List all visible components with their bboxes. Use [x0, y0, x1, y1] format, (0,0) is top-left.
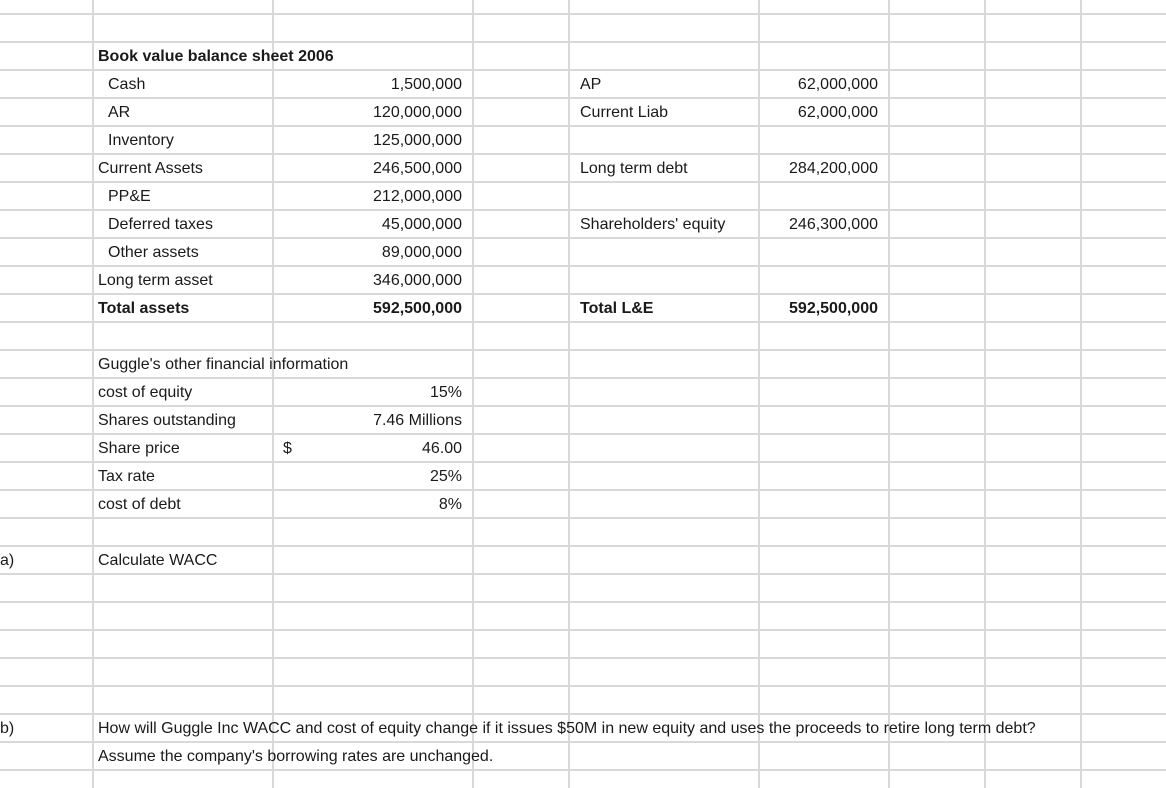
fin-label-tax-rate: Tax rate	[98, 468, 155, 485]
balance-sheet-title: Book value balance sheet 2006	[98, 48, 334, 65]
question-a-text: Calculate WACC	[98, 552, 218, 569]
asset-label-total-assets: Total assets	[98, 300, 190, 317]
column-divider	[568, 0, 570, 788]
column-divider	[888, 0, 890, 788]
fin-label-cost-of-equity: cost of equity	[98, 384, 193, 401]
column-divider	[472, 0, 474, 788]
liability-value-current-liab[interactable]: 62,000,000	[797, 104, 878, 121]
asset-label-long-term-asset: Long term asset	[98, 272, 213, 289]
fin-label-shares-outstanding: Shares outstanding	[98, 412, 236, 429]
asset-value-deferred-taxes[interactable]: 45,000,000	[381, 216, 462, 233]
asset-label-ppe: PP&E	[108, 188, 151, 205]
row-divider	[0, 657, 1166, 659]
asset-label-ar: AR	[108, 104, 131, 121]
liability-label-current-liab: Current Liab	[580, 104, 669, 121]
liability-value-shareholders-equity[interactable]: 246,300,000	[789, 216, 878, 233]
fin-value-tax-rate[interactable]: 25%	[429, 468, 462, 485]
asset-value-other-assets[interactable]: 89,000,000	[381, 244, 462, 261]
fin-value-cost-of-equity[interactable]: 15%	[429, 384, 462, 401]
asset-label-deferred-taxes: Deferred taxes	[108, 216, 213, 233]
liability-value-long-term-debt[interactable]: 284,200,000	[789, 160, 878, 177]
column-divider	[758, 0, 760, 788]
asset-label-cash: Cash	[108, 76, 146, 93]
asset-value-total-assets[interactable]: 592,500,000	[373, 300, 462, 317]
liability-label-long-term-debt: Long term debt	[580, 160, 688, 177]
asset-label-current-assets: Current Assets	[98, 160, 203, 177]
liability-value-total-le[interactable]: 592,500,000	[789, 300, 878, 317]
row-divider	[0, 629, 1166, 631]
column-divider	[272, 0, 274, 788]
row-divider	[0, 601, 1166, 603]
liability-value-ap[interactable]: 62,000,000	[797, 76, 878, 93]
fin-value-share-price[interactable]: 46.00	[421, 440, 462, 457]
financial-info-title: Guggle's other financial information	[98, 356, 349, 373]
liability-label-shareholders-equity: Shareholders' equity	[580, 216, 726, 233]
row-divider	[0, 685, 1166, 687]
asset-value-long-term-asset[interactable]: 346,000,000	[373, 272, 462, 289]
asset-label-inventory: Inventory	[108, 132, 174, 149]
asset-label-other-assets: Other assets	[108, 244, 199, 261]
fin-label-cost-of-debt: cost of debt	[98, 496, 181, 513]
question-b-label: b)	[0, 720, 15, 737]
question-a-label: a)	[0, 552, 15, 569]
fin-currency-symbol: $	[283, 440, 292, 457]
fin-value-cost-of-debt[interactable]: 8%	[438, 496, 462, 513]
asset-value-current-assets[interactable]: 246,500,000	[373, 160, 462, 177]
asset-value-ppe[interactable]: 212,000,000	[373, 188, 462, 205]
column-divider	[1080, 0, 1082, 788]
fin-label-share-price: Share price	[98, 440, 180, 457]
fin-value-shares-outstanding[interactable]: 7.46 Millions	[373, 412, 462, 429]
column-divider	[92, 0, 94, 788]
asset-value-inventory[interactable]: 125,000,000	[373, 132, 462, 149]
column-divider	[984, 0, 986, 788]
liability-label-ap: AP	[580, 76, 602, 93]
asset-value-ar[interactable]: 120,000,000	[373, 104, 462, 121]
question-b-text-line1: How will Guggle Inc WACC and cost of equity change if it issues $50M in new equity and uses the proceeds to retire long term debt?	[98, 720, 1036, 737]
liability-label-total-le: Total L&E	[580, 300, 654, 317]
asset-value-cash[interactable]: 1,500,000	[390, 76, 462, 93]
question-b-text-line2: Assume the company's borrowing rates are unchanged.	[98, 748, 494, 765]
row-divider	[0, 13, 1166, 15]
